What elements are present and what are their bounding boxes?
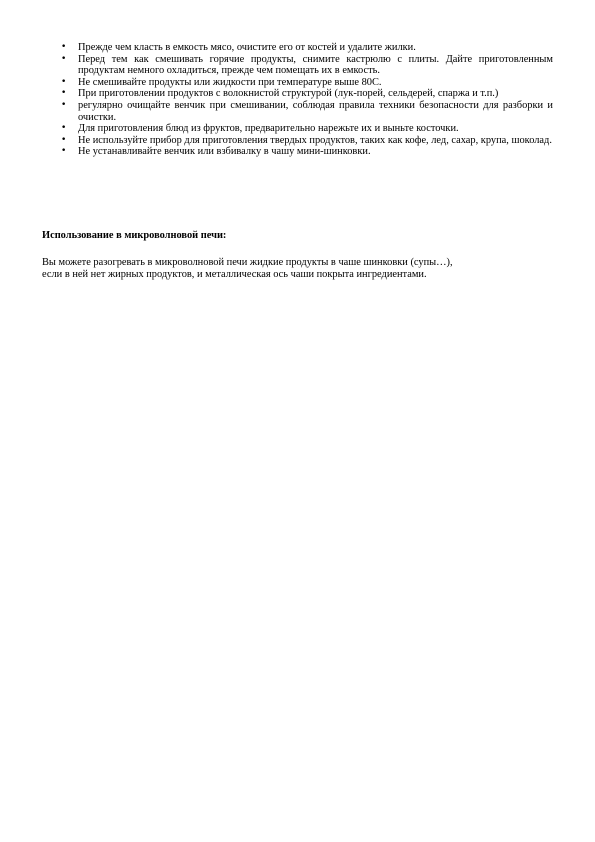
bullet-list (61, 42, 553, 158)
bullet-icon: • (61, 99, 67, 110)
list-item-text: Для приготовления блюд из фруктов, предварительно нарежьте их и выньте косточки. (78, 123, 459, 135)
list-item (61, 146, 553, 158)
bullet-icon: • (61, 53, 67, 64)
list-item-text: Прежде чем класть в емкость мясо, очистите его от костей и удалите жилки. (78, 42, 416, 53)
list-item-text: При приготовлении продуктов с волокнистой структурой (лук-порей, сельдерей, спаржа и т.п.) (78, 88, 499, 100)
bullet-icon: • (61, 146, 67, 157)
bullet-icon: • (61, 123, 67, 134)
list-item (61, 123, 553, 135)
section-heading: Использование в микроволновой печи: (42, 230, 227, 241)
paragraph-line: если в ней нет жирных продуктов, и металлическая ось чаши покрыта ингредиентами. (42, 268, 427, 280)
list-item-text: Не смешивайте продукты или жидкости при температуре выше 80С. (78, 76, 382, 88)
list-item (61, 99, 553, 123)
list-item (61, 88, 553, 100)
section-paragraph (42, 257, 562, 280)
list-item (61, 53, 553, 77)
bullet-icon: • (61, 42, 67, 52)
list-item (61, 42, 553, 54)
list-item-text: регулярно очищайте венчик при смешивании, соблюдая правила техники безопасности для разборки и очистки. (78, 99, 553, 123)
bullet-icon: • (61, 134, 67, 145)
list-item-text: Не устанавливайте венчик или взбивалку в чашу мини-шинковки. (78, 146, 371, 158)
list-item-text: Перед тем как смешивать горячие продукты, снимите кастрюлю с плиты. Дайте приготовленным продуктам немного охладиться, прежде чем помещать их в емкость. (78, 53, 553, 77)
list-item (61, 134, 553, 147)
list-item (61, 76, 553, 89)
paragraph-line: Вы можете разогревать в микроволновой печи жидкие продукты в чаше шинковки (супы…), (42, 257, 453, 268)
list-item-text: Не используйте прибор для приготовления твердых продуктов, таких как кофе, лед, сахар, крупа, шоколад. (78, 134, 552, 146)
bullet-icon: • (61, 88, 67, 99)
bullet-icon: • (61, 76, 67, 87)
